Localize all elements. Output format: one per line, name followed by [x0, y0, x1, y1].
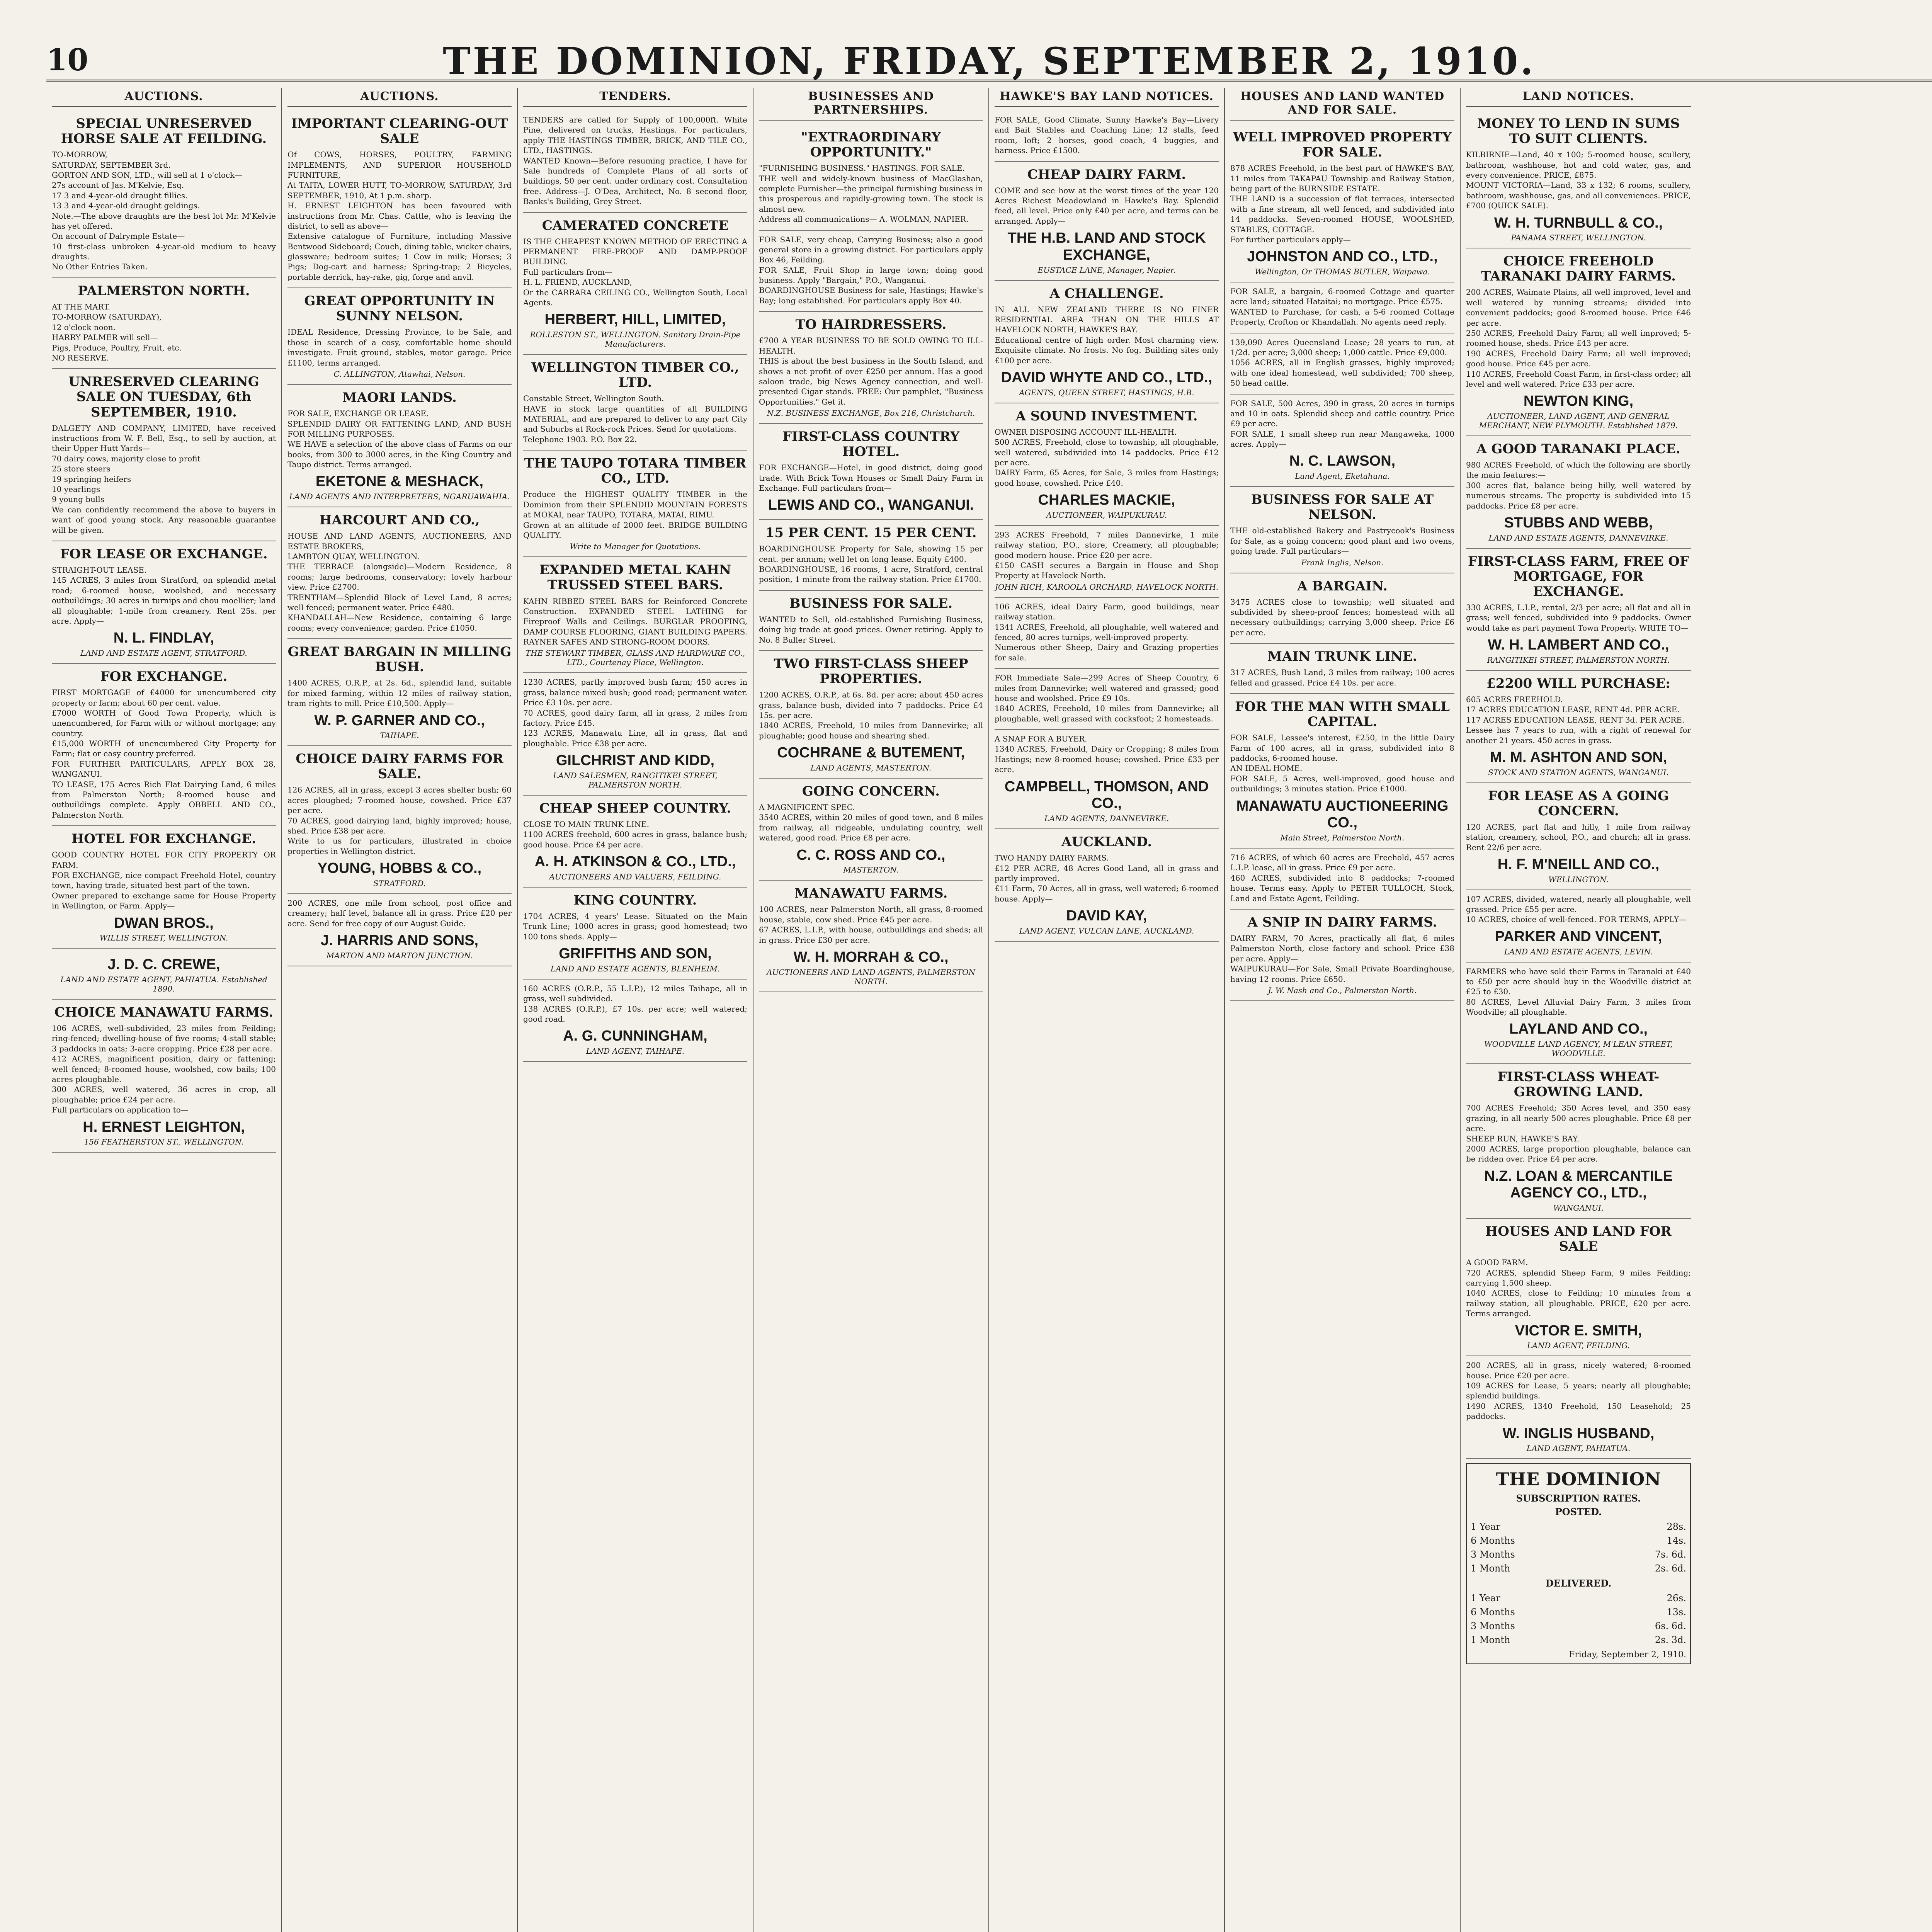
ad-body: BOARDINGHOUSE Property for Sale, showing 15 per cent. per annum; well let on long lease. Equity £400. BOARDINGHOUSE, 16 rooms, 1 acre, Stratford, central position, 1 minute from the railway station. Price £1700. [759, 544, 983, 584]
classified-ad [1230, 694, 1454, 849]
ad-agent-address: AUCTIONEERS AND VALUERS, FEILDING. [549, 872, 721, 881]
ad-body: FOR EXCHANGE—Hotel, in good district, doing good trade. With Brick Town Houses or Small Dairy Farm in Exchange. Full particulars from— [759, 463, 983, 493]
ad-title: EXPANDED METAL KAHN TRUSSED STEEL BARS. [539, 562, 731, 593]
ad-body: A MAGNIFICENT SPEC. 3540 ACRES, within 20 miles of good town, and 8 miles from railway, all ridgeable, undulating country, well watered, good road. Price £8 per acre. [759, 802, 983, 843]
subscription-rate-row [1471, 1605, 1686, 1619]
columns-container [46, 88, 1932, 1932]
ad-agent-address: Main Street, Palmerston North. [1280, 833, 1405, 842]
column-heading: BUSINESSES AND PARTNERSHIPS. [759, 88, 983, 121]
subscription-rate-row [1471, 1548, 1686, 1561]
ad-agent-address: EUSTACE LANE, Manager, Napier. [1037, 265, 1176, 275]
ad-body: 1200 ACRES, O.R.P., at 6s. 8d. per acre; about 450 acres grass, balance bush, divided into 7 paddocks. Price £4 15s. per acre. 1840 ACRES, Freehold, 10 miles from Dannevirke; all ploughable; good house and shearing shed. [759, 690, 983, 740]
subscription-title: THE DOMINION [1496, 1469, 1661, 1490]
classified-ad [523, 557, 747, 673]
ad-body: FOR SALE, EXCHANGE OR LEASE. SPLENDID DAIRY OR FATTENING LAND, AND BUSH FOR MILLING PURPOSES. WE HAVE a selection of the above class of Farms on our books, from 300 to 3000 acres, in the King Country and Taupo district. Terms arranged. [287, 409, 512, 469]
ad-agent-address: C. ALLINGTON, Atawhai, Nelson. [333, 369, 466, 379]
ad-body: 200 ACRES, all in grass, nicely watered; 8-roomed house. Price £20 per acre. 109 ACRES for Lease, 5 years; nearly all ploughable; splendid buildings. 1490 ACRES, 1340 Freehold, 150 Leasehold; 25 paddocks. [1466, 1361, 1691, 1421]
column-5 [989, 88, 1225, 1932]
ad-agent-name: DAVID KAY, [1066, 908, 1147, 924]
ad-body: Produce the HIGHEST QUALITY TIMBER in the Dominion from their SPLENDID MOUNTAIN FORESTS at MOKAI, near TAUPO, TOTARA, MATAI, RIMU. Grown at an altitude of 2000 feet. BRIDGE BUILDING QUALITY. [523, 490, 747, 540]
classified-ad [759, 651, 983, 779]
classified-ad [995, 526, 1219, 598]
ad-title: PALMERSTON NORTH. [78, 283, 250, 299]
classified-ad [287, 746, 512, 894]
column-heading: AUCTIONS. [287, 88, 512, 107]
ad-agent-address: MARTON AND MARTON JUNCTION. [326, 951, 473, 960]
ad-title: TO HAIRDRESSERS. [795, 317, 947, 333]
classified-ad [52, 541, 276, 664]
ad-title: TWO FIRST-CLASS SHEEP PROPERTIES. [774, 656, 968, 687]
ad-body: OWNER DISPOSING ACCOUNT ILL-HEALTH. 500 ACRES, Freehold, close to township, all ploughable, well watered, subdivided into 14 paddocks. Price £12 per acre. DAIRY Farm, 65 Acres, for Sale, 3 miles from Hastings; good house, cowshed. Price £40. [995, 427, 1219, 488]
ad-body: 120 ACRES, part flat and hilly, 1 mile from railway station, creamery, school, P.O., and church; all in grass. Rent 22/6 per acre. [1466, 822, 1691, 852]
ad-agent-name: VICTOR E. SMITH, [1515, 1322, 1642, 1339]
classified-ad [1466, 111, 1691, 248]
ad-title: A SOUND INVESTMENT. [1015, 408, 1198, 424]
rate-price: 2s. 6d. [1655, 1563, 1686, 1574]
ad-agent-name: EKETONE & MESHACK, [315, 473, 484, 490]
classified-ad [759, 520, 983, 591]
rate-price: 2s. 3d. [1655, 1634, 1686, 1646]
ad-agent-name: W. P. GARNER AND CO., [314, 712, 485, 729]
classified-ad [1466, 783, 1691, 890]
ad-agent-address: AUCTIONEERS AND LAND AGENTS, PALMERSTON NORTH. [767, 967, 975, 986]
ad-title: IMPORTANT CLEARING-OUT SALE [291, 116, 508, 147]
ad-title: MAORI LANDS. [342, 390, 457, 406]
ad-agent-name: HERBERT, HILL, LIMITED, [544, 311, 726, 328]
ad-title: BUSINESS FOR SALE. [789, 595, 953, 611]
ad-body: TO-MORROW, SATURDAY, SEPTEMBER 3rd. GORTON AND SON, LTD., will sell at 1 o'clock— 27s account of Jas. M'Kelvie, Esq. 17 3 and 4-year-old draught fillies. 13 3 and 4-year-old draught geldings. Note.—The above draughts are the best lot Mr. M'Kelvie has yet offered. On account of Dalrymple Estate— 10 first-class unbroken 4-year-old medium to heavy draughts. No Other Entries Taken. [52, 150, 276, 272]
subscription-rate-row [1471, 1520, 1686, 1534]
classified-ad [1466, 549, 1691, 671]
ad-agent-address: LAND SALESMEN, RANGITIKEI STREET, PALMERSTON NORTH. [553, 770, 718, 789]
ad-agent-name: H. F. M'NEILL AND CO., [1497, 856, 1660, 872]
rate-period: 1 Month [1471, 1634, 1510, 1646]
ad-title: FOR EXCHANGE. [100, 669, 228, 685]
ad-agent-name: J. D. C. CREWE, [107, 956, 220, 973]
column-3 [518, 88, 753, 1932]
ad-body: FOR SALE, a bargain, 6-roomed Cottage and quarter acre land; situated Hataitai; no mortgage. Price £575. WANTED to Purchase, for cash, a 5-6 roomed Cottage Property, Crofton or Khandallah. No agents need reply. [1230, 287, 1454, 327]
column-heading: TENDERS. [523, 88, 747, 107]
ad-body: 980 ACRES Freehold, of which the following are shortly the main features:— 300 acres flat, balance being hilly, well watered by numerous streams. The property is subdivided into 15 paddocks. Price £8 per acre. [1466, 460, 1691, 510]
ad-body: FARMERS who have sold their Farms in Taranaki at £40 to £50 per acre should buy in the Woodville district at £25 to £30. 80 ACRES, Level Alluvial Dairy Farm, 3 miles from Woodville; all ploughable. [1466, 966, 1691, 1017]
ad-agent-address: WANGANUI. [1553, 1203, 1604, 1213]
ad-body: HOUSE AND LAND AGENTS, AUCTIONEERS, AND ESTATE BROKERS, LAMBTON QUAY, WELLINGTON. THE TERRACE (alongside)—Modern Residence, 8 rooms; large bedrooms, conservatory; lovely harbour view. Price £2700. TRENTHAM—Splendid Block of Level Land, 8 acres; well fenced; permanent water. Price £480. KHANDALLAH—New Residence, containing 6 large rooms; every convenience; garden. Price £1050. [287, 531, 512, 633]
ad-title: HOTEL FOR EXCHANGE. [71, 831, 256, 847]
ad-agent-name: NEWTON KING, [1523, 393, 1634, 410]
ad-agent-address: AUCTIONEER, WAIPUKURAU. [1046, 510, 1167, 520]
classified-ad [287, 507, 512, 639]
rate-period: 1 Month [1471, 1563, 1510, 1574]
ad-agent-name: LAYLAND AND CO., [1509, 1021, 1648, 1037]
ad-title: CHEAP DAIRY FARM. [1027, 167, 1186, 182]
classified-ad [523, 796, 747, 888]
ad-agent-address: STOCK AND STATION AGENTS, WANGANUI. [1488, 767, 1669, 777]
ad-body: 200 ACRES, Waimate Plains, all well improved, level and well watered by running streams; divided into convenient paddocks; good 8-roomed house. Price £46 per acre. 250 ACRES, Freehold Dairy Farm; all well improved; 5-roomed house, sheds. Price £43 per acre. 190 ACRES, Freehold Dairy Farm; all well improved; good house. Price £45 per acre. 110 ACRES, Freehold Coast Farm, in first-class order; all level and well watered. Price £33 per acre. [1466, 287, 1691, 389]
page-header [46, 39, 1932, 83]
classified-ad [52, 1000, 276, 1153]
classified-ad [759, 424, 983, 520]
ad-agent-name: C. C. ROSS AND CO., [796, 847, 946, 863]
ad-agent-name: H. ERNEST LEIGHTON, [83, 1119, 245, 1135]
ad-body: 700 ACRES Freehold; 350 Acres level, and 350 easy grazing, in all nearly 500 acres ploughable. Price £8 per acre. SHEEP RUN, HAWKE'S BAY. 2000 ACRES, large proportion ploughable, balance can be ridden over. Price £4 per acre. [1466, 1103, 1691, 1164]
ad-agent-address: LAND AGENT, FEILDING. [1527, 1341, 1630, 1350]
ad-agent-address: N.Z. BUSINESS EXCHANGE, Box 216, Christchurch. [767, 408, 975, 418]
ad-agent-name: LEWIS AND CO., WANGANUI. [768, 497, 974, 514]
column-heading: HAWKE'S BAY LAND NOTICES. [995, 88, 1219, 107]
classified-ad [523, 451, 747, 557]
classified-ad [52, 278, 276, 369]
ad-agent-name: DAVID WHYTE AND CO., LTD., [1001, 369, 1213, 386]
ad-title: CHEAP SHEEP COUNTRY. [539, 800, 731, 816]
ad-title: HOUSES AND LAND FOR SALE [1485, 1224, 1672, 1255]
classified-ad [523, 355, 747, 451]
ad-agent-name: THE H.B. LAND AND STOCK EXCHANGE, [1007, 230, 1206, 263]
subscription-rates-box [1466, 1463, 1691, 1664]
ad-body: 878 ACRES Freehold, in the best part of HAWKE'S BAY, 11 miles from TAKAPAU Township and Railway Station, being part of the BURNSIDE ESTATE. THE LAND is a succession of flat terraces, intersected with a fine stream, all well fenced, and subdivided into 14 paddocks. Seven-roomed HOUSE, WOOLSHED, STABLES, COTTAGE. For further particulars apply— [1230, 163, 1454, 244]
ad-title: MONEY TO LEND IN SUMS TO SUIT CLIENTS. [1477, 116, 1680, 147]
ad-body: GOOD COUNTRY HOTEL FOR CITY PROPERTY OR FARM. FOR EXCHANGE, nice compact Freehold Hotel, country town, having trade, situated best part of the town. Owner prepared to exchange same for House Property in Wellington, or Farm. Apply— [52, 850, 276, 911]
column-1 [46, 88, 282, 1932]
classified-ad [1230, 124, 1454, 282]
ad-title: FOR LEASE OR EXCHANGE. [60, 546, 268, 562]
ad-agent-name: CHARLES MACKIE, [1038, 492, 1175, 509]
ad-body: 200 ACRES, one mile from school, post office and creamery; half level, balance all in grass. Price £20 per acre. Send for free copy of our August Guide. [287, 898, 512, 928]
ad-agent-name: MANAWATU AUCTIONEERING CO., [1236, 798, 1449, 831]
ad-body: TWO HANDY DAIRY FARMS. £12 PER ACRE, 48 Acres Good Land, all in grass and partly improved. £11 Farm, 70 Acres, all in grass, well watered; 6-roomed house. Apply— [995, 853, 1219, 903]
classified-ad [1466, 436, 1691, 549]
ad-body: £700 A YEAR BUSINESS TO BE SOLD OWING TO ILL-HEALTH. THIS is about the best business in the South Island, and shows a net profit of over £250 per annum. Has a good saloon trade, big News Agency connection, and well-presented Cigar stands. FREE: Our pamphlet, "Business Opportunities." Get it. [759, 336, 983, 406]
ad-title: FIRST-CLASS FARM, FREE OF MORTGAGE, FOR EXCHANGE. [1468, 553, 1689, 599]
ad-agent-address: LAND AND ESTATE AGENT, STRATFORD. [80, 648, 247, 658]
classified-ad [759, 231, 983, 312]
ad-title: CHOICE MANAWATU FARMS. [54, 1005, 274, 1020]
classified-ad [523, 673, 747, 795]
rate-price: 13s. [1667, 1607, 1686, 1618]
ad-agent-address: LAND AGENT, PAHIATUA. [1526, 1444, 1631, 1453]
ad-body: 716 ACRES, of which 60 acres are Freehold, 457 acres L.I.P. lease, all in grass. Price £9 per acre. 460 ACRES, subdivided into 8 paddocks; 7-roomed house. Terms easy. Apply to PETER TULLOCH, Stock, Land and Estate Agent, Feilding. [1230, 852, 1454, 903]
rate-price: 7s. 6d. [1655, 1549, 1686, 1560]
ad-body: WANTED to Sell, old-established Furnishing Business, doing big trade at good prices. Owner retiring. Apply to No. 8 Buller Street. [759, 614, 983, 645]
ad-agent-name: J. HARRIS AND SONS, [320, 932, 479, 949]
ad-agent-name: W. H. TURNBULL & CO., [1494, 214, 1663, 231]
classified-ad [52, 369, 276, 541]
ad-body: IDEAL Residence, Dressing Province, to be Sale, and those in search of a cosy, comfortable home should investigate. Fruit ground, stables, motor garage. Price £1100, terms arranged. [287, 327, 512, 367]
ad-agent-name: M. M. ASHTON AND SON, [1490, 749, 1667, 765]
ad-agent-name: CAMPBELL, THOMSON, AND CO., [1004, 778, 1209, 812]
ad-body: 139,090 Acres Queensland Lease; 28 years to run, at 1/2d. per acre; 3,000 sheep; 1,000 cattle. Price £9,000. 1056 ACRES, all in English grasses, highly improved; with one ideal homestead, well subdivided; 700 sheep, 50 head cattle. [1230, 337, 1454, 388]
ad-agent-address: LAND AGENTS AND INTERPRETERS, NGARUAWAHIA. [289, 492, 510, 502]
classified-ad [995, 730, 1219, 829]
classified-ad [52, 664, 276, 826]
ad-agent-address: LAND AGENT, TAIHAPE. [586, 1046, 685, 1056]
rate-period: 3 Months [1471, 1549, 1515, 1560]
ad-agent-address: Frank Inglis, Nelson. [1301, 558, 1384, 567]
column-7 [1461, 88, 1696, 1932]
ad-title: FOR THE MAN WITH SMALL CAPITAL. [1235, 699, 1450, 730]
ad-body: AT THE MART. TO-MORROW (SATURDAY), 12 o'clock noon. HARRY PALMER will sell— Pigs, Produce, Poultry, Fruit, etc. NO RESERVE. [52, 302, 182, 362]
classified-ad [52, 949, 276, 1000]
ad-body: DAIRY FARM, 70 Acres, practically all flat, 6 miles Palmerston North, close factory and school. Price £38 per acre. Apply— WAIPUKURAU—For Sale, Small Private Boardinghouse, having 12 rooms. Price £650. [1230, 934, 1454, 984]
ad-body: Of COWS, HORSES, POULTRY, FARMING IMPLEMENTS, AND SUPERIOR HOUSEHOLD FURNITURE, At TAITA, LOWER HUTT, TO-MORROW, SATURDAY, 3rd SEPTEMBER, 1910, At 1 p.m. sharp. H. ERNEST LEIGHTON has been favoured with instructions from Mr. Chas. Cattle, who is leaving the district, to sell as above— Extensive catalogue of Furniture, including Massive Bentwood Sideboard; Couch, dining table, wicker chairs, glassware; bedroom suites; 1 Cow in milk; Horses; 3 Pigs; Dog-cart and harness; Spring-trap; 2 Bicycles, portable derrick, hay-rake, gig, forge and anvil. [287, 150, 512, 282]
ad-agent-address: MASTERTON. [843, 865, 899, 875]
ad-title: CHOICE FREEHOLD TARANAKI DAIRY FARMS. [1481, 253, 1676, 284]
ad-agent-address: TAIHAPE. [380, 731, 419, 740]
ad-agent-address: ROLLESTON ST., WELLINGTON. Sanitary Drain-Pipe Manufacturers. [530, 330, 741, 349]
classified-ad [1230, 644, 1454, 694]
ad-body: 107 ACRES, divided, watered, nearly all ploughable, well grassed. Price £55 per acre. 10 ACRES, choice of well-fenced. FOR TERMS, APPLY— [1466, 894, 1691, 924]
ad-agent-name: N.Z. LOAN & MERCANTILE AGENCY CO., LTD., [1484, 1168, 1673, 1201]
ad-body: 100 ACRES, near Palmerston North, all grass, 8-roomed house, stable, cow shed. Price £45 per acre. 67 ACRES, L.I.P., with house, outbuildings and sheds; all in grass. Price £30 per acre. [759, 905, 983, 945]
ad-body: 293 ACRES Freehold, 7 miles Dannevirke, 1 mile railway station, P.O., store, Creamery, all ploughable; good modern house. Price £20 per acre. £150 CASH secures a Bargain in House and Shop Property at Havelock North. [995, 530, 1219, 580]
ad-title: GREAT OPPORTUNITY IN SUNNY NELSON. [304, 293, 495, 324]
classified-ad [523, 980, 747, 1062]
ad-agent-address: RANGITIKEI STREET, PALMERSTON NORTH. [1487, 655, 1670, 665]
ad-body: 330 ACRES, L.I.P., rental, 2/3 per acre; all flat and all in grass; well fenced, subdivided into 9 paddocks. Owner would take as part payment Town Property. WRITE TO— [1466, 603, 1691, 633]
classified-ad [995, 111, 1219, 162]
ad-agent-name: N. C. LAWSON, [1289, 453, 1396, 469]
ad-body: FOR SALE, 500 Acres, 390 in grass, 20 acres in turnips and 10 in oats. Splendid sheep and cattle country. Price £9 per acre. FOR SALE, 1 small sheep run near Mangaweka, 1000 acres. Apply— [1230, 398, 1454, 449]
ad-title: GREAT BARGAIN IN MILLING BUSH. [287, 644, 512, 675]
classified-ad [1466, 1219, 1691, 1356]
ad-body: 106 ACRES, well-subdivided, 23 miles from Feilding; ring-fenced; dwelling-house of five rooms; 4-stall stable; 3 paddocks in oats; 3-acre cropping. Price £28 per acre. 412 ACRES, magnificent position, dairy or fattening; well fenced; 8-roomed house, woolshed, cow bails; 100 acres ploughable. 300 ACRES, well watered, 36 acres in crop, all ploughable; price £24 per acre. Full particulars on application to— [52, 1024, 276, 1115]
ad-agent-address: PANAMA STREET, WELLINGTON. [1511, 233, 1646, 243]
delivered-label: DELIVERED. [1545, 1578, 1612, 1589]
ad-body: KAHN RIBBED STEEL BARS for Reinforced Concrete Construction. EXPANDED STEEL LATHING for Fireproof Walls and Ceilings. BURGLAR PROOFING, DAMP COURSE FLOORING, GIANT BUILDING PAPERS. RAYNER SAFES AND STRONG-ROOM DOORS. [523, 596, 747, 647]
ad-agent-address: THE STEWART TIMBER, GLASS AND HARDWARE CO., LTD., Courtenay Place, Wellington. [525, 648, 745, 667]
classified-ad [1466, 671, 1691, 783]
ad-agent-address: J. W. Nash and Co., Palmerston North. [1268, 985, 1417, 995]
ad-title: A CHALLENGE. [1049, 286, 1164, 301]
masthead: THE DOMINION, FRIDAY, SEPTEMBER 2, 1910. [443, 39, 1536, 83]
ad-body: A SNAP FOR A BUYER. 1340 ACRES, Freehold, Dairy or Cropping; 8 miles from Hastings; new 8-roomed house; cowshed. Price £33 per acre. [995, 734, 1219, 774]
rate-period: 3 Months [1471, 1621, 1515, 1632]
ad-title: FOR LEASE AS A GOING CONCERN. [1488, 788, 1669, 819]
column-heading: LAND NOTICES. [1466, 88, 1691, 107]
ad-title: WELLINGTON TIMBER CO., LTD. [531, 360, 739, 391]
ad-agent-name: GRIFFITHS AND SON, [559, 946, 712, 962]
ad-body: FIRST MORTGAGE of £4000 for unencumbered city property or farm; about 60 per cent. value. £7000 WORTH of Good Town Property, which is unencumbered, for Farm with or without mortgage; any country. £15,000 WORTH of unencumbered City Property for Farm; flat or easy country preferred. FOR FURTHER PARTICULARS, APPLY BOX 28, WANGANUI. TO LEASE, 175 Acres Rich Flat Dairying Land, 6 miles from Palmerston North; 8-roomed house and outbuildings complete. Apply OBBELL AND CO., Palmerston North. [52, 688, 276, 820]
ad-body: 605 ACRES FREEHOLD. 17 ACRES EDUCATION LEASE, RENT 4d. PER ACRE. 117 ACRES EDUCATION LEASE, RENT 3d. PER ACRE. Lessee has 7 years to run, with a right of renewal for another 21 years. 450 acres in grass. [1466, 694, 1691, 745]
ad-agent-address: LAND AGENTS, MASTERTON. [810, 763, 932, 772]
subscription-rate-row [1471, 1619, 1686, 1633]
rate-period: 6 Months [1471, 1607, 1515, 1618]
ad-title: A BARGAIN. [1297, 578, 1388, 594]
classified-ad [523, 213, 747, 355]
subscription-rate-row [1471, 1561, 1686, 1575]
ad-title: 15 PER CENT. 15 PER CENT. [765, 525, 977, 541]
ad-body: THE old-established Bakery and Pastrycook's Business for Sale, as a going concern; good plant and two ovens, going trade. Full particulars— [1230, 526, 1454, 556]
ad-agent-name: PARKER AND VINCENT, [1495, 928, 1662, 945]
ad-body: 1400 ACRES, O.R.P., at 2s. 6d., splendid land, suitable for mixed farming, within 12 miles of railway station, tram rights to mill. Price £10,500. Apply— [287, 678, 512, 708]
ad-body: 3475 ACRES close to township; well situated and subdivided by sheep-proof fences; homestead with all necessary outbuildings; carrying 3,000 sheep. Price £6 per acre. [1230, 597, 1454, 637]
classified-ad [52, 111, 276, 278]
classified-ad [1466, 890, 1691, 963]
classified-ad [1230, 395, 1454, 487]
subscription-rate-row [1471, 1591, 1686, 1605]
ad-agent-address: LAND AGENTS, DANNEVIRKE. [1044, 814, 1169, 823]
ad-body: A GOOD FARM. 720 ACRES, splendid Sheep Farm, 9 miles Feilding; carrying 1,500 sheep. 1040 ACRES, close to Feilding; 10 minutes from a railway station, all ploughable. PRICE, £20 per acre. Terms arranged. [1466, 1258, 1691, 1318]
classified-ad [1230, 573, 1454, 644]
ad-body: 160 ACRES (O.R.P., 55 L.I.P.), 12 miles Taihape, all in grass, well subdivided. 138 ACRES (O.R.P.), £7 10s. per acre; well watered; good road. [523, 983, 747, 1024]
ad-agent-address: LAND AND ESTATE AGENT, PAHIATUA. Established 1890. [60, 975, 267, 993]
ad-title: HARCOURT AND CO., [319, 512, 480, 528]
classified-ad [995, 162, 1219, 281]
classified-ad [287, 639, 512, 746]
ad-agent-address: Wellington, Or THOMAS BUTLER, Waipawa. [1255, 267, 1430, 276]
classified-ad [759, 591, 983, 651]
ad-agent-name: W. H. MORRAH & CO., [793, 949, 949, 965]
ad-title: AUCKLAND. [1061, 834, 1152, 850]
ad-agent-address: LAND AND ESTATE AGENTS, DANNEVIRKE. [1488, 533, 1668, 543]
classified-ad [1466, 963, 1691, 1065]
ad-agent-name: A. G. CUNNINGHAM, [563, 1028, 707, 1044]
ad-body: TENDERS are called for Supply of 100,000ft. White Pine, delivered on trucks, Hastings. For particulars, apply THE HASTINGS TIMBER, BRICK, AND TILE CO., LTD., HASTINGS. WANTED Known—Before resuming practice, I have for Sale hundreds of Complete Plans of all sorts of buildings, 50 per cent. under ordinary cost. Consultation free. Address—J. O'Dea, Architect, No. 8 second floor, Banks's Building, Grey Street. [523, 115, 747, 206]
classified-ad [287, 288, 512, 385]
classified-ad [995, 669, 1219, 730]
ad-title: £2200 WILL PURCHASE: [1486, 675, 1670, 691]
ad-title: A SNIP IN DAIRY FARMS. [1247, 914, 1437, 930]
classified-ad [995, 403, 1219, 526]
ad-title: MANAWATU FARMS. [794, 886, 948, 901]
ad-title: GOING CONCERN. [802, 783, 940, 799]
classified-ad [1230, 910, 1454, 1001]
ad-title: KING COUNTRY. [573, 892, 697, 908]
classified-ad [523, 111, 747, 213]
ad-body: FOR SALE, Lessee's interest, £250, in the little Dairy Farm of 100 acres, all in grass, subdivided into 8 paddocks, 6-roomed house. AN IDEAL HOME. FOR SALE, 5 Acres, well-improved, good house and outbuildings; 3 minutes station. Price £1000. [1230, 733, 1454, 794]
page-number: 10 [46, 43, 88, 78]
ad-agent-name: A. H. ATKINSON & CO., LTD., [534, 854, 736, 870]
ad-agent-name: W. H. LAMBERT AND CO., [1488, 637, 1669, 653]
ad-body: FOR SALE, very cheap, Carrying Business; also a good general store in a growing district. For particulars apply Box 46, Feilding. FOR SALE, Fruit Shop in large town; doing good business. Apply "Bargain," P.O., Wanganui. BOARDINGHOUSE Business for sale, Hastings; Hawke's Bay; long established. For particulars apply Box 40. [759, 235, 983, 305]
ad-body: 1230 ACRES, partly improved bush farm; 450 acres in grass, balance mixed bush; good road; permanent water. Price £3 10s. per acre. 70 ACRES, good dairy farm, all in grass, 2 miles from factory. Price £45. 123 ACRES, Manawatu Line, all in grass, flat and ploughable. Price £38 per acre. [523, 677, 747, 748]
ad-body: DALGETY AND COMPANY, LIMITED, have received instructions from W. F. Bell, Esq., to sell by auction, at their Upper Hutt Yards— 70 dairy cows, majority close to profit 25 store steers 19 springing heifers 10 yearlings 9 young bulls We can confidently recommend the above to buyers in want of good young stock. Any reasonable guarantee will be given. [52, 423, 276, 535]
ad-agent-address: WOODVILLE LAND AGENCY, M'LEAN STREET, WOODVILLE. [1484, 1039, 1673, 1058]
posted-label: POSTED. [1555, 1506, 1602, 1518]
ad-agent-address: WELLINGTON. [1548, 874, 1609, 884]
ad-title: BUSINESS FOR SALE AT NELSON. [1251, 492, 1434, 523]
ad-agent-address: WILLIS STREET, WELLINGTON. [99, 933, 228, 943]
ad-body: CLOSE TO MAIN TRUNK LINE. 1100 ACRES freehold, 600 acres in grass, balance bush; good house. Price £4 per acre. [523, 819, 747, 849]
ad-agent-name: COCHRANE & BUTEMENT, [777, 745, 965, 761]
column-4 [753, 88, 989, 1932]
classified-ad [995, 281, 1219, 403]
ad-body: KILBIRNIE—Land, 40 x 100; 5-roomed house, scullery, bathroom, washhouse, hot and cold water, gas, and every convenience. PRICE, £875. MOUNT VICTORIA—Land, 33 x 132; 6 rooms, scullery, bathroom, washhouse, gas, and all conveniences. PRICE, £700 (QUICK SALE). [1466, 150, 1691, 211]
ad-body: STRAIGHT-OUT LEASE. 145 ACRES, 3 miles from Stratford, on splendid metal road; 6-roomed house, woolshed, and necessary outbuildings; 30 acres in turnips and chou moellier; land all ploughable; 1-mile from creamery. Rent 25s. per acre. Apply— [52, 565, 276, 626]
rate-price: 6s. 6d. [1655, 1621, 1686, 1632]
ad-agent-address: LAND AND ESTATE AGENTS, BLENHEIM. [550, 964, 720, 973]
ad-body: "FURNISHING BUSINESS." HASTINGS. FOR SALE. THE well and widely-known business of MacGlashan, complete Furnisher—the principal furnishing business in this prosperous and rapidly-growing town. The stock is almost new. Address all communications— A. WOLMAN, NAPIER. [759, 163, 983, 224]
classified-ad [1230, 333, 1454, 395]
ad-agent-name: YOUNG, HOBBS & CO., [317, 860, 482, 877]
rate-period: 6 Months [1471, 1535, 1515, 1546]
ad-body: IN ALL NEW ZEALAND THERE IS NO FINER RESIDENTIAL AREA THAN ON THE HILLS AT HAVELOCK NORTH, HAWKE'S BAY. Educational centre of high order. Most charming view. Exquisite climate. No frosts. No fog. Building sites only £100 per acre. [995, 304, 1219, 365]
classified-ad [287, 894, 512, 966]
classified-ad [1466, 1356, 1691, 1459]
subscription-subtitle: SUBSCRIPTION RATES. [1516, 1493, 1641, 1504]
ad-agent-address: 156 FEATHERSTON ST., WELLINGTON. [84, 1137, 244, 1147]
ad-agent-address: AUCTIONEER, LAND AGENT, AND GENERAL MERCHANT, NEW PLYMOUTH. Established 1879. [1479, 412, 1678, 430]
classified-ad [759, 312, 983, 424]
classified-ad [523, 888, 747, 980]
ad-title: FIRST-CLASS WHEAT-GROWING LAND. [1497, 1069, 1660, 1100]
ad-agent-name: DWAN BROS., [114, 915, 214, 931]
ad-body: IS THE CHEAPEST KNOWN METHOD OF ERECTING A PERMANENT FIRE-PROOF AND DAMP-PROOF BUILDING. Full particulars from— H. L. FRIEND, AUCKLAND, Or the CARRARA CEILING CO., Wellington South, Local Agents. [523, 236, 747, 307]
ad-body: FOR SALE, Good Climate, Sunny Hawke's Bay—Livery and Bait Stables and Coaching Line; 12 stalls, feed room, loft; 2 horses, good coach, 4 buggies, and harness. Price £1500. [995, 115, 1219, 155]
ad-agent-address: Write to Manager for Quotations. [570, 542, 701, 551]
subscription-rate-row [1471, 1534, 1686, 1548]
classified-ad [995, 829, 1219, 942]
classified-ad [995, 598, 1219, 669]
ad-body: 1704 ACRES, 4 years' Lease. Situated on the Main Trunk Line; 1000 acres in grass; good homestead; two 100 tons sheds. Apply— [523, 911, 747, 941]
ad-title: CHOICE DAIRY FARMS FOR SALE. [296, 751, 503, 782]
ad-agent-name: STUBBS AND WEBB, [1504, 515, 1653, 531]
rate-price: 14s. [1667, 1535, 1686, 1546]
ad-body: COME and see how at the worst times of the year 120 Acres Richest Meadowland in Hawke's Bay. Splendid feed, all level. Price only £40 per acre, and terms can be arranged. Apply— [995, 185, 1219, 226]
rate-period: 1 Year [1471, 1593, 1500, 1604]
ad-agent-name: JOHNSTON AND CO., LTD., [1247, 248, 1438, 265]
ad-agent-address: LAND AGENT, VULCAN LANE, AUCKLAND. [1019, 926, 1194, 935]
column-6 [1225, 88, 1461, 1932]
ad-body: 106 ACRES, ideal Dairy Farm, good buildings, near railway station. 1341 ACRES, Freehold, all ploughable, well watered and fenced, 80 acres turnips, well-improved property. Numerous other Sheep, Dairy and Grazing properties for sale. [995, 602, 1219, 662]
ad-agent-address: JOHN RICH, KAROOLA ORCHARD, HAVELOCK NORTH. [995, 582, 1219, 592]
ad-agent-name: W. INGLIS HUSBAND, [1502, 1425, 1655, 1442]
issue-date: Friday, September 2, 1910. [1569, 1650, 1686, 1660]
classified-ad [759, 779, 983, 881]
rate-price: 28s. [1667, 1521, 1686, 1532]
ad-agent-address: Land Agent, Eketahuna. [1295, 471, 1390, 481]
classified-ad [759, 881, 983, 992]
column-heading: AUCTIONS. [52, 88, 276, 107]
classified-ad [1466, 248, 1691, 436]
classified-ad [1466, 1064, 1691, 1219]
ad-agent-address: LAND AND ESTATE AGENTS, LEVIN. [1504, 947, 1653, 956]
column-2 [282, 88, 518, 1932]
ad-title: FIRST-CLASS COUNTRY HOTEL. [782, 429, 960, 460]
subscription-rate-row [1471, 1633, 1686, 1647]
ad-title: CAMERATED CONCRETE [542, 218, 729, 233]
ad-body: 126 ACRES, all in grass, except 3 acres shelter bush; 60 acres ploughed; 7-roomed house, cowshed. Price £37 per acre. 70 ACRES, good dairying land, highly improved; house, shed. Price £38 per acre. Write to us for particulars, illustrated in choice properties in Wellington district. [287, 785, 512, 856]
column-heading: HOUSES AND LAND WANTED AND FOR SALE. [1230, 88, 1454, 121]
ad-title: A GOOD TARANAKI PLACE. [1476, 441, 1680, 457]
classified-ad [287, 385, 512, 507]
ad-title: SPECIAL UNRESERVED HORSE SALE AT FEILDING. [61, 116, 267, 147]
rate-price: 26s. [1667, 1593, 1686, 1604]
ad-agent-address: STRATFORD. [373, 878, 426, 888]
classified-ad [1230, 849, 1454, 910]
classified-ad [52, 826, 276, 949]
ad-agent-name: N. L. FINDLAY, [113, 630, 214, 646]
ad-title: MAIN TRUNK LINE. [1267, 649, 1417, 665]
ad-title: THE TAUPO TOTARA TIMBER CO., LTD. [524, 456, 747, 486]
ad-body: FOR Immediate Sale—299 Acres of Sheep Country, 6 miles from Dannevirke; well watered and grassed; good house and woolshed. Price £9 10s. 1840 ACRES, Freehold, 10 miles from Dannevirke; all ploughable, well grassed with cocksfoot; 2 homesteads. [995, 673, 1219, 723]
ad-agent-address: AGENTS, QUEEN STREET, HASTINGS, H.B. [1019, 388, 1194, 397]
classified-ad [759, 124, 983, 231]
classified-ad [1230, 487, 1454, 573]
classified-ad [1230, 282, 1454, 333]
ad-body: Constable Street, Wellington South. HAVE in stock large quantities of all BUILDING MATERIAL, and are prepared to deliver to any part City and Suburbs at Rock-rock Prices. Send for quotations. Telephone 1903. P.O. Box 22. [523, 394, 747, 444]
ad-body: 317 ACRES, Bush Land, 3 miles from railway; 100 acres felled and grassed. Price £4 10s. per acre. [1230, 668, 1454, 687]
ad-title: UNRESERVED CLEARING SALE ON TUESDAY, 6th SEPTEMBER, 1910. [68, 374, 259, 420]
ad-title: "EXTRAORDINARY OPPORTUNITY." [801, 129, 941, 160]
ad-title: WELL IMPROVED PROPERTY FOR SALE. [1233, 129, 1452, 160]
rate-period: 1 Year [1471, 1521, 1500, 1532]
classified-ad [287, 111, 512, 288]
ad-agent-name: GILCHRIST AND KIDD, [556, 752, 715, 769]
